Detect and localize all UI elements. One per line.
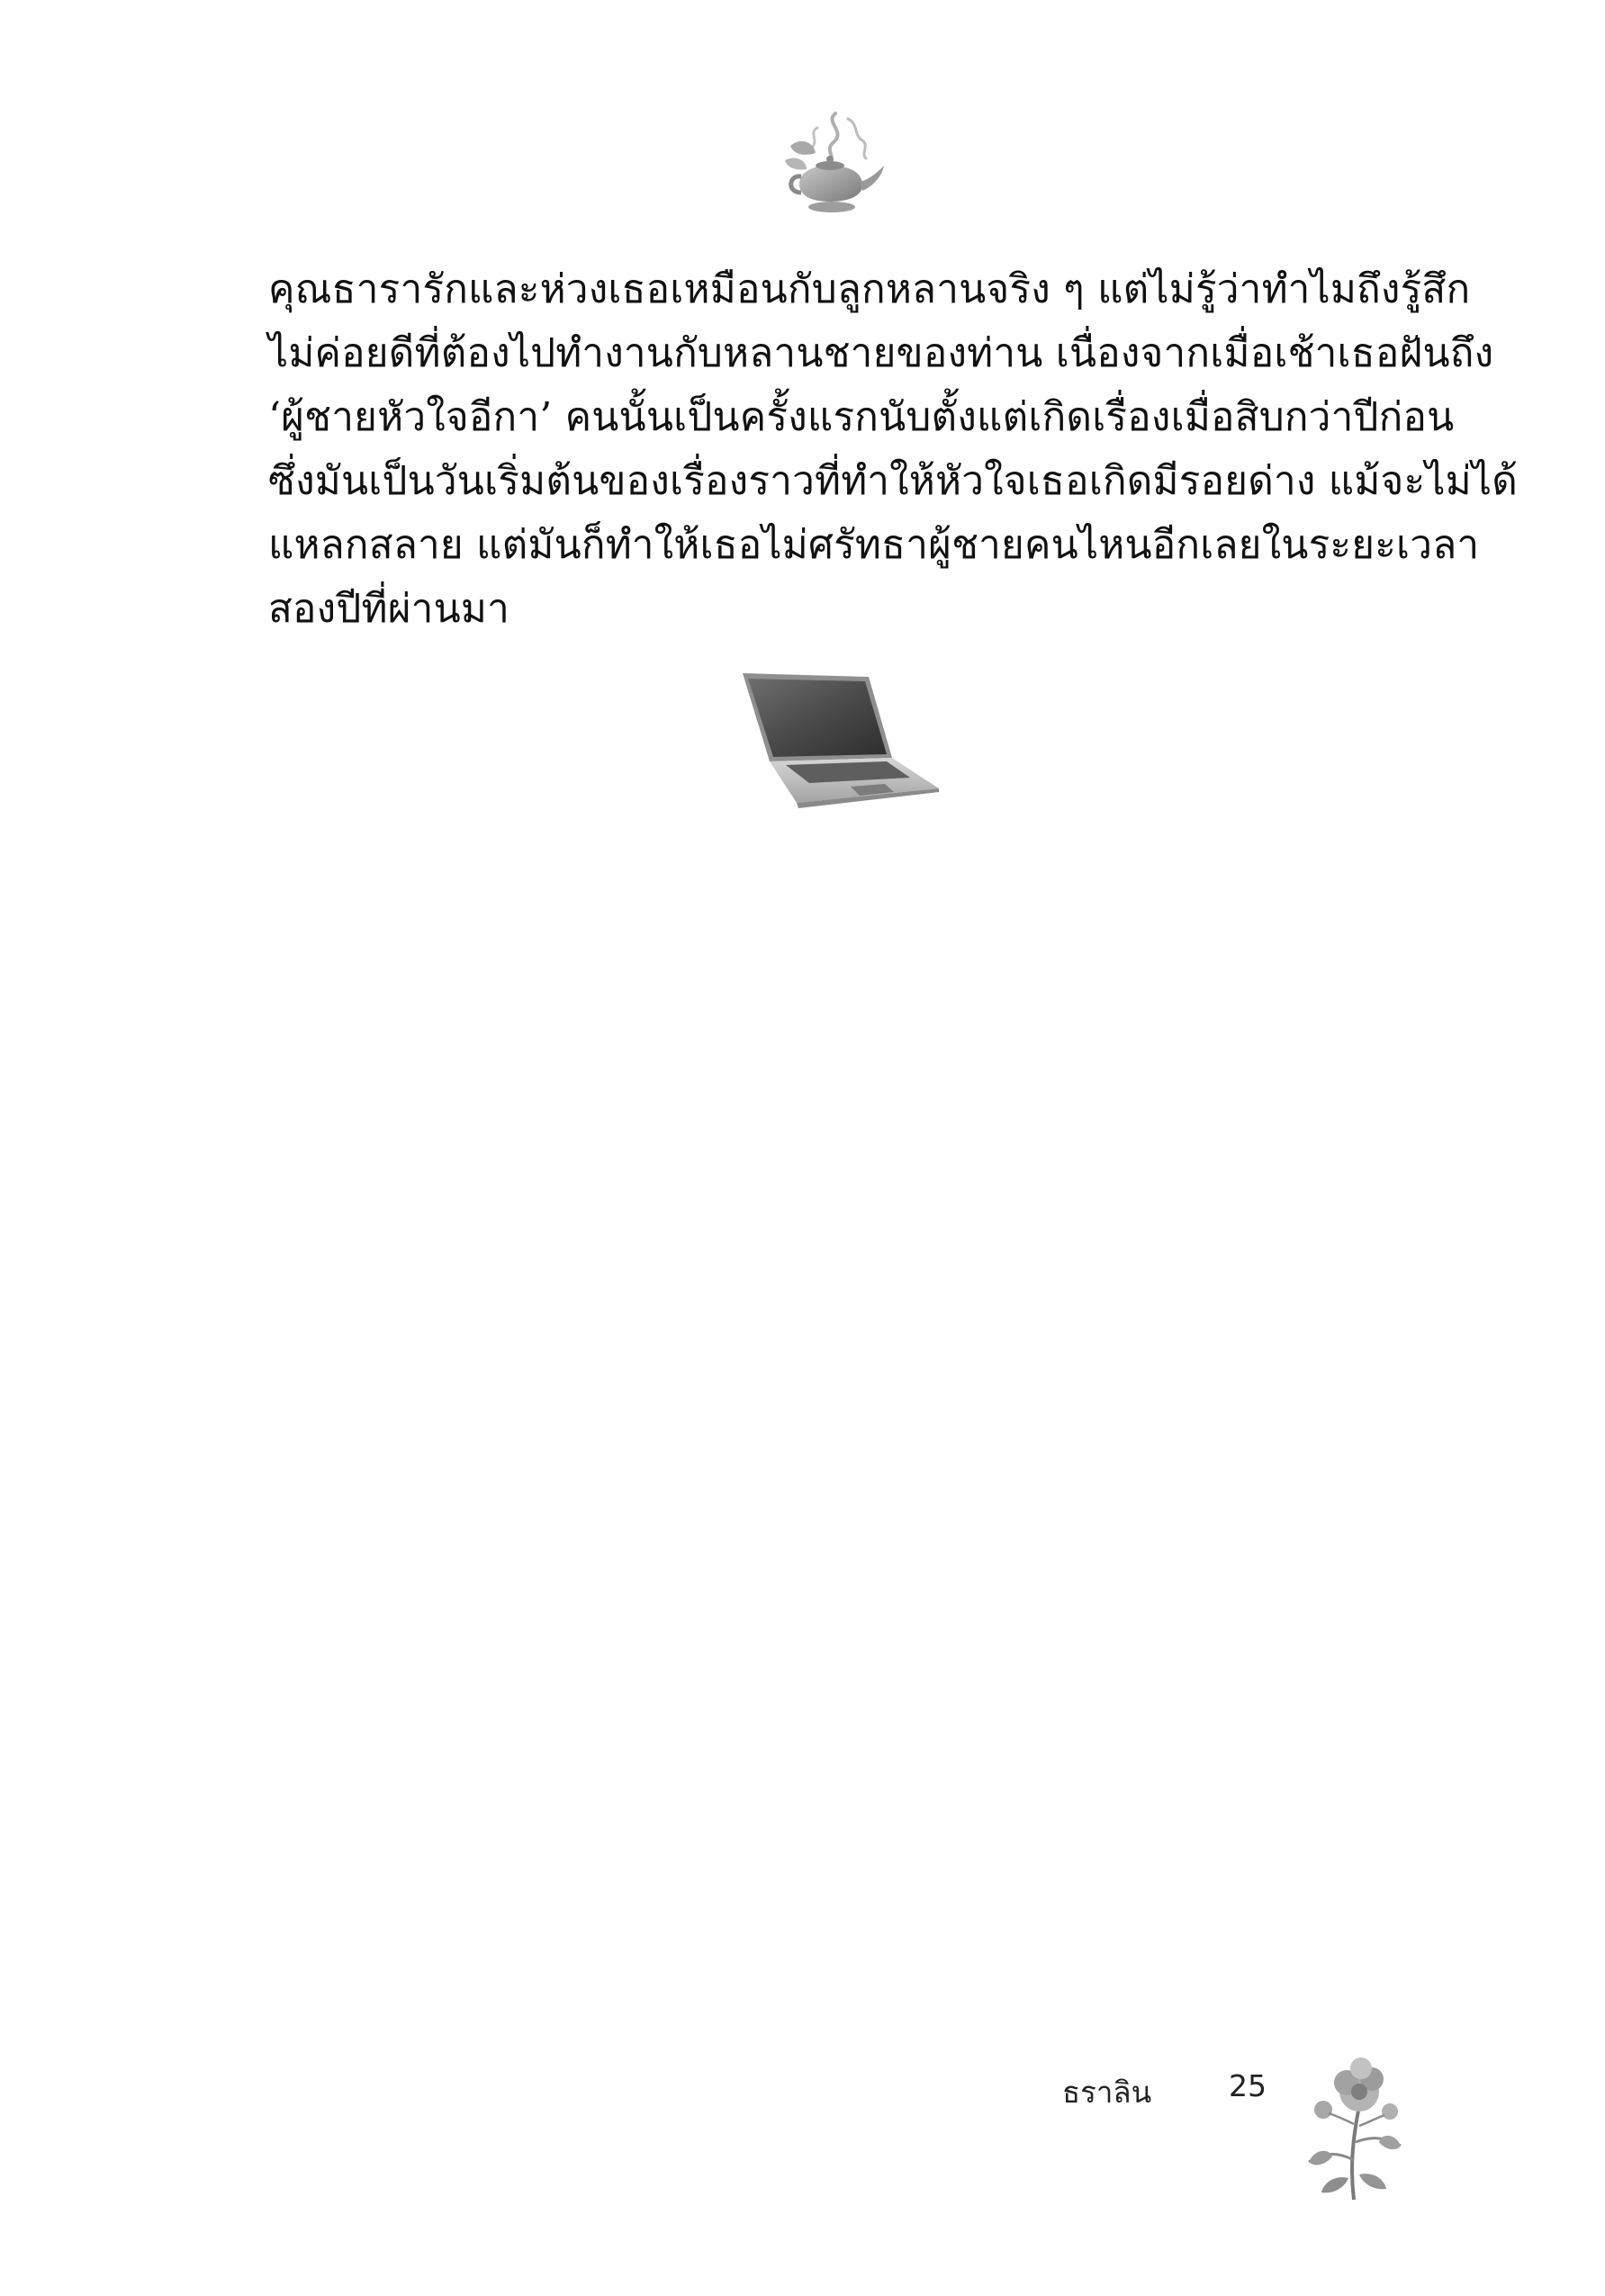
body-line: ซึ่งมันเป็นวันเริ่มต้นของเรื่องราวที่ทำให้หัวใจเธอเกิดมีรอยด่าง แม้จะไม่ได้ xyxy=(268,458,1518,504)
body-line: แหลกสลาย แต่มันก็ทำให้เธอไม่ศรัทธาผู้ชายคนไหนอีกเลยในระยะเวลา xyxy=(268,522,1480,568)
body-paragraph xyxy=(268,257,1518,641)
body-line: คุณธารารักและห่วงเธอเหมือนกับลูกหลานจริง ๆ แต่ไม่รู้ว่าทำไมถึงรู้สึก xyxy=(268,266,1471,312)
teapot-ornament-icon xyxy=(772,106,889,223)
flower-ornament-icon xyxy=(1296,2052,1411,2203)
laptop-icon xyxy=(734,668,942,814)
body-line: สองปีที่ผ่านมา xyxy=(268,586,509,632)
footer-author: ธราลิน xyxy=(1062,2075,1152,2110)
body-line: ‘ผู้ชายหัวใจอีกา’ คนนั้นเป็นครั้งแรกนับตั้งแต่เกิดเรื่องเมื่อสิบกว่าปีก่อน xyxy=(268,394,1455,440)
body-line: ไม่ค่อยดีที่ต้องไปทำงานกับหลานชายของท่าน เนื่องจากเมื่อเช้าเธอฝันถึง xyxy=(268,330,1494,376)
page-number: 25 xyxy=(1229,2068,1267,2103)
